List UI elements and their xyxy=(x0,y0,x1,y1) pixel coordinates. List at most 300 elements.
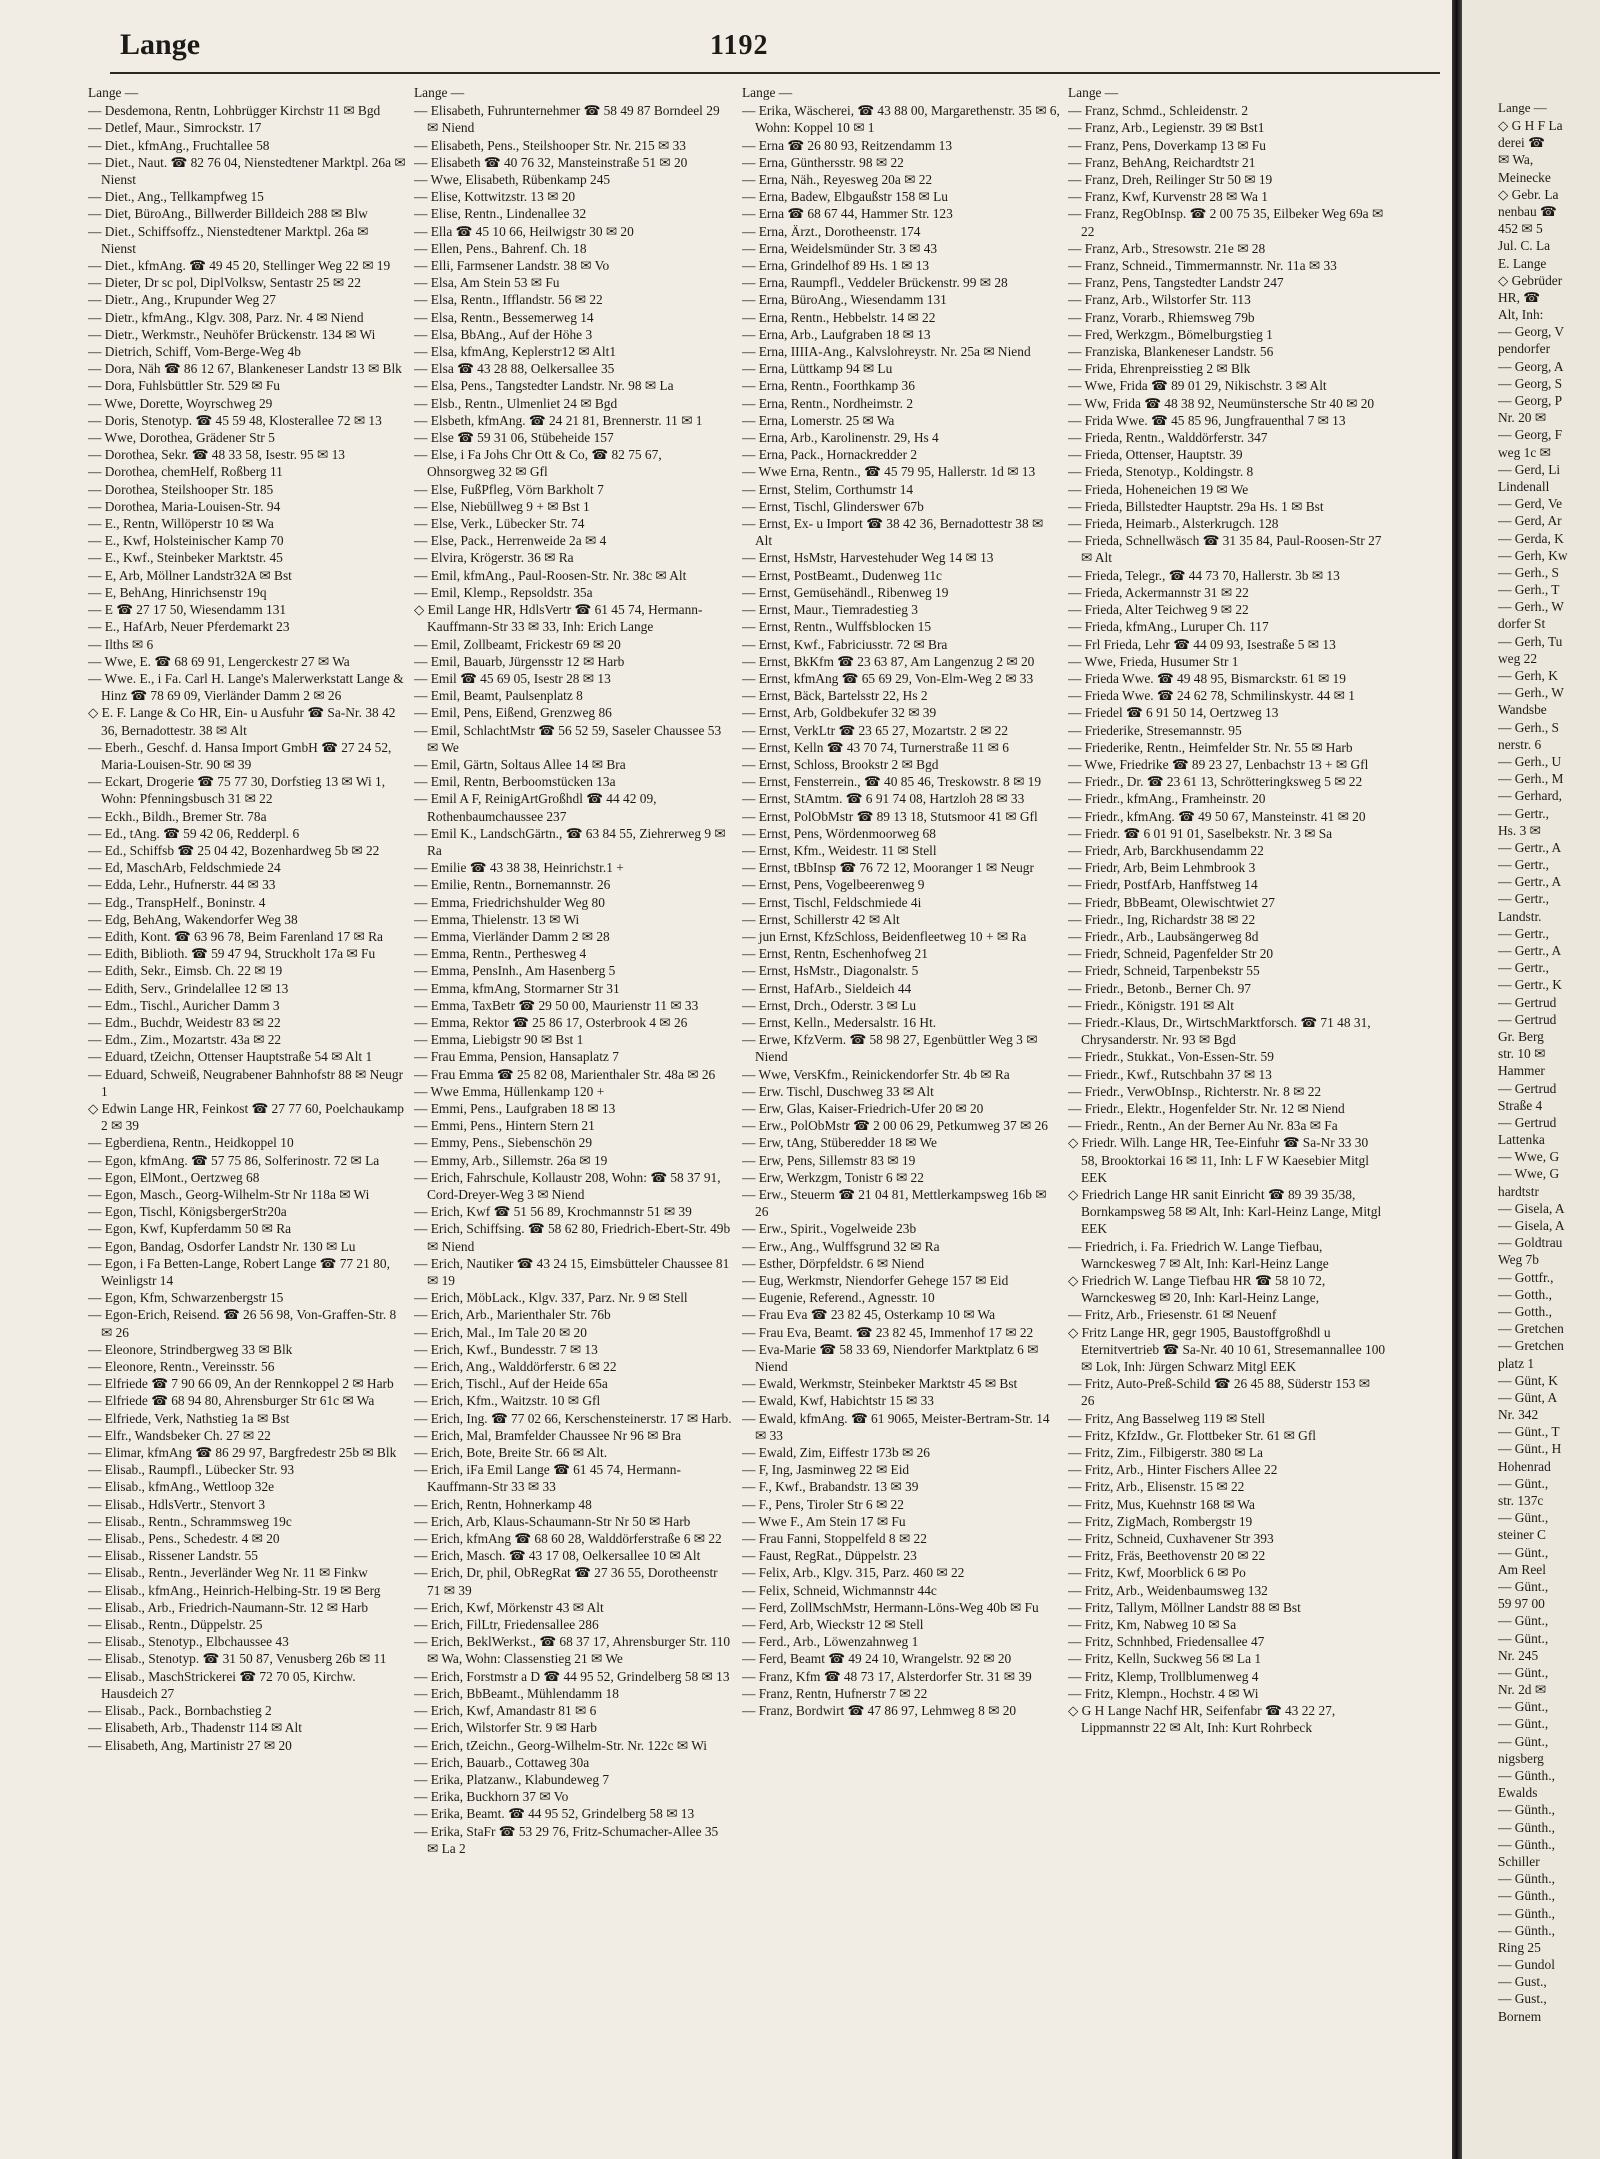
column-heading: Lange — xyxy=(742,85,793,100)
next-page-fragment: — Gertr., xyxy=(1498,925,1549,941)
directory-entry: — Elfriede ☎ 7 90 66 09, An der Rennkoppel 2 ✉ Harb xyxy=(88,1376,394,1392)
directory-entry: — Ernst, Tischl, Feldschmiede 4i xyxy=(742,894,922,910)
directory-entry: — Edda, Lehr., Hufnerstr. 44 ✉ 33 xyxy=(88,877,276,893)
directory-entry: — Erich, Bote, Breite Str. 66 ✉ Alt. xyxy=(414,1445,608,1461)
directory-entry: — Elisab., Arb., Friedrich-Naumann-Str. 12 ✉ Harb xyxy=(88,1599,369,1615)
column-heading: Lange — xyxy=(414,85,465,100)
directory-entry: — Dora, Näh ☎ 86 12 67, Blankeneser Landstr 13 ✉ Blk xyxy=(88,361,402,377)
directory-entry: — Frieda, Alter Teichweg 9 ✉ 22 xyxy=(1068,602,1249,618)
next-page-fragment: HR, ☎ xyxy=(1498,289,1540,305)
next-page-fragment: steiner C xyxy=(1498,1527,1546,1543)
directory-entry: — Erna, Arb., Laufgraben 18 ✉ 13 xyxy=(742,326,931,342)
directory-entry: — Erna, Rentn., Foorthkamp 36 xyxy=(742,378,915,394)
directory-entry: — Ernst, Fensterrein., ☎ 40 85 46, Treskowstr. 8 ✉ 19 xyxy=(742,774,1042,790)
directory-entry: — E, BehAng, Hinrichsenstr 19q xyxy=(88,584,267,600)
directory-entry: — Elisab., Pens., Schedestr. 4 ✉ 20 xyxy=(88,1531,280,1547)
directory-entry: — Detlef, Maur., Simrockstr. 17 xyxy=(88,120,262,136)
directory-entry: — Erna, Lüttkamp 94 ✉ Lu xyxy=(742,361,893,377)
directory-entry: — Friedr., Königstr. 191 ✉ Alt xyxy=(1068,997,1234,1013)
next-page-fragment: — Günth., xyxy=(1498,1819,1555,1835)
directory-entry: — E., Kwf, Holsteinischer Kamp 70 xyxy=(88,533,284,549)
directory-entry: — Emil, Gärtn, Soltaus Allee 14 ✉ Bra xyxy=(414,756,626,772)
next-page-fragment: Alt, Inh: xyxy=(1498,307,1544,323)
directory-entry: — Edith, Kont. ☎ 63 96 78, Beim Farenland 17 ✉ Ra xyxy=(88,928,383,944)
directory-entry: — E, Arb, Möllner Landstr32A ✉ Bst xyxy=(88,567,292,583)
next-page-fragment: — Günt., xyxy=(1498,1699,1549,1715)
directory-entry: — Emma, Friedrichshulder Weg 80 xyxy=(414,894,605,910)
next-page-fragment: pendorfer xyxy=(1498,341,1551,357)
directory-entry: — Friedr., kfmAng. ☎ 49 50 67, Mansteinstr. 41 ✉ 20 xyxy=(1068,808,1366,824)
directory-entry: — Friedr, Schneid, Tarpenbekstr 55 xyxy=(1068,963,1260,979)
directory-entry: — Friedr., Betonb., Berner Ch. 97 xyxy=(1068,980,1251,996)
directory-entry: — Erna, Ärzt., Dorotheenstr. 174 xyxy=(742,223,921,239)
next-page-fragment: Nr. 245 xyxy=(1498,1647,1539,1663)
directory-entry: — Friedr., VerwObInsp., Richterstr. Nr. 8 ✉ 22 xyxy=(1068,1083,1322,1099)
directory-entry: — Emmi, Pens., Laufgraben 18 ✉ 13 xyxy=(414,1100,616,1116)
directory-entry: — Erich, Arb., Marienthaler Str. 76b xyxy=(414,1307,611,1323)
directory-entry: — Emma, Vierländer Damm 2 ✉ 28 xyxy=(414,928,610,944)
directory-entry: — Emma, Rektor ☎ 25 86 17, Osterbrook 4 ✉ 26 xyxy=(414,1014,688,1030)
next-page-fragment: — Gisela, A xyxy=(1498,1218,1565,1233)
directory-entry: — Erich, Ing. ☎ 77 02 66, Kerschensteinerstr. 17 ✉ Harb. xyxy=(414,1410,732,1426)
directory-entry: — Erich, Kwf, Amandastr 81 ✉ 6 xyxy=(414,1703,597,1719)
directory-entry: — Elisabeth ☎ 40 76 32, Mansteinstraße 51 ✉ 20 xyxy=(414,154,688,170)
directory-entry: — Ww, Frida ☎ 48 38 92, Neumünstersche Str 40 ✉ 20 xyxy=(1068,395,1375,411)
page-number: 1192 xyxy=(710,30,769,61)
directory-entry: — Ernst, Rentn., Wulffsblocken 15 xyxy=(742,619,932,635)
directory-entry: — Erich, Wilstorfer Str. 9 ✉ Harb xyxy=(414,1720,597,1736)
directory-entry: — Ernst, Schloss, Brookstr 2 ✉ Bgd xyxy=(742,756,939,772)
next-page-fragment: — Günt., xyxy=(1498,1613,1549,1629)
directory-entry: — Fritz, Schneid, Cuxhavener Str 393 xyxy=(1068,1531,1274,1547)
directory-entry: — Elisab., Rentn., Düppelstr. 25 xyxy=(88,1617,263,1633)
directory-entry: — Egon, Bandag, Osdorfer Landstr Nr. 130 ✉ Lu xyxy=(88,1238,356,1254)
next-page-fragment: Ring 25 xyxy=(1498,1939,1541,1955)
directory-entry: — Eckh., Bildh., Bremer Str. 78a xyxy=(88,808,267,824)
directory-entry: — jun Ernst, KfzSchloss, Beidenfleetweg 10 + ✉ Ra xyxy=(742,928,1027,944)
directory-entry: — Franz, Pens, Tangstedter Landstr 247 xyxy=(1068,275,1284,291)
directory-entry: — Eckart, Drogerie ☎ 75 77 30, Dorfstieg 13 ✉ Wi 1, Wohn: Pfenningsbusch 31 ✉ 22 xyxy=(88,774,386,807)
directory-entry: — Erna, Näh., Reyesweg 20a ✉ 22 xyxy=(742,172,933,188)
next-page-fragment: Jul. C. La xyxy=(1498,238,1551,254)
directory-entry: — Ernst, BkKfm ☎ 23 63 87, Am Langenzug 2 ✉ 20 xyxy=(742,653,1035,669)
directory-entry: — Franz, Pens, Doverkamp 13 ✉ Fu xyxy=(1068,137,1266,153)
next-page-fragment: — Gerh., M xyxy=(1498,771,1564,787)
directory-entry: — Dora, Fuhlsbüttler Str. 529 ✉ Fu xyxy=(88,378,280,394)
directory-entry: — Frieda, Telegr., ☎ 44 73 70, Hallerstr. 3b ✉ 13 xyxy=(1068,567,1340,583)
directory-entry: — E ☎ 27 17 50, Wiesendamm 131 xyxy=(88,602,287,618)
directory-entry: — Elisab., Rentn., Jeverländer Weg Nr. 11 ✉ Finkw xyxy=(88,1565,368,1581)
next-page-fragment: Wandsbe xyxy=(1498,702,1547,718)
directory-entry: ◇ Friedrich Lange HR sanit Einricht ☎ 89 39 35/38, Bornkampsweg 58 ✉ Alt, Inh: Karl-Heinz Lange, Mitgl EEK xyxy=(1068,1187,1382,1237)
directory-entry: — Edg., TranspHelf., Boninstr. 4 xyxy=(88,894,266,910)
directory-entry: — Emma, Thielenstr. 13 ✉ Wi xyxy=(414,911,580,927)
entry-list xyxy=(742,102,1060,1719)
directory-entry: — Emilie, Rentn., Bornemannstr. 26 xyxy=(414,877,611,893)
page-fold xyxy=(1452,0,1462,2159)
directory-entry: — Erika, Beamt. ☎ 44 95 52, Grindelberg 58 ✉ 13 xyxy=(414,1806,695,1822)
next-page-fragment: — Wwe, G xyxy=(1498,1166,1560,1182)
directory-entry: — Frieda Wwe. ☎ 49 48 95, Bismarckstr. 61 ✉ 19 xyxy=(1068,670,1346,686)
directory-entry: — Elisab., Rentn., Schrammsweg 19c xyxy=(88,1513,292,1529)
next-page-fragment: — Gertrud xyxy=(1498,1114,1557,1130)
directory-entry: — Eug, Werkmstr, Niendorfer Gehege 157 ✉ Eid xyxy=(742,1273,1009,1289)
directory-entry: — Erich, Tischl., Auf der Heide 65a xyxy=(414,1376,608,1392)
next-page-fragment: — Gertr., A xyxy=(1498,874,1562,890)
directory-entry: — Egon, Tischl, KönigsbergerStr20a xyxy=(88,1204,287,1220)
directory-entry: — Elisabeth, Arb., Thadenstr 114 ✉ Alt xyxy=(88,1720,302,1736)
directory-entry: — Fred, Werkzgm., Bömelburgstieg 1 xyxy=(1068,326,1273,342)
directory-entry: — Friedr, Arb, Barckhusendamm 22 xyxy=(1068,842,1264,858)
directory-entry: — Wwe, Frida ☎ 89 01 29, Nikischstr. 3 ✉ Alt xyxy=(1068,378,1327,394)
next-page-fragment: — Georg, F xyxy=(1498,427,1563,443)
next-page-fragment: — Günth., xyxy=(1498,1922,1555,1938)
next-page-fragment: — Günth., xyxy=(1498,1768,1555,1783)
next-page-fragment: — Gust., xyxy=(1498,1974,1547,1990)
next-page-fragment: hardtstr xyxy=(1498,1183,1539,1199)
next-page-fragment: — Gottfr., xyxy=(1498,1269,1554,1285)
directory-entry: — Felix, Schneid, Wichmannstr 44c xyxy=(742,1582,937,1598)
next-page-fragment: — Gerh., U xyxy=(1498,753,1562,769)
column-2 xyxy=(414,84,732,2144)
directory-entry: — Emmy, Pens., Siebenschön 29 xyxy=(414,1135,593,1151)
directory-entry: — Friedr., Arb., Laubsängerweg 8d xyxy=(1068,928,1259,944)
directory-entry: — Ernst, Pens, Wördenmoorweg 68 xyxy=(742,825,936,841)
directory-entry: — E., Rentn, Willöperstr 10 ✉ Wa xyxy=(88,516,274,532)
directory-entry: — Emil A F, ReinigArtGroßhdl ☎ 44 42 09, Rothenbaumchaussee 237 xyxy=(414,791,657,824)
directory-entry: — F., Pens, Tiroler Str 6 ✉ 22 xyxy=(742,1496,904,1512)
directory-entry: — Franz, Bordwirt ☎ 47 86 97, Lehmweg 8 ✉ 20 xyxy=(742,1703,1017,1719)
directory-entry: — Erich, Kwf., Bundesstr. 7 ✉ 13 xyxy=(414,1341,598,1357)
directory-entry: — Friedrich, i. Fa. Friedrich W. Lange Tiefbau, Warnckesweg 7 ✉ Alt, Inh: Karl-Heinz Lange xyxy=(1068,1238,1329,1271)
next-page-fragment: Ewalds xyxy=(1498,1785,1538,1801)
next-page-fragment: — Günt., xyxy=(1498,1510,1549,1526)
directory-entry: — Fritz, KfzIdw., Gr. Flottbeker Str. 61 ✉ Gfl xyxy=(1068,1427,1317,1443)
directory-entry: — Frl Frieda, Lehr ☎ 44 09 93, Isestraße 5 ✉ 13 xyxy=(1068,636,1336,652)
directory-entry: — Elvira, Krögerstr. 36 ✉ Ra xyxy=(414,550,574,566)
directory-entry: — Elisabeth, Fuhrunternehmer ☎ 58 49 87 Borndeel 29 ✉ Niend xyxy=(414,103,720,136)
directory-entry: — Wwe, Friedrike ☎ 89 23 27, Lenbachstr 13 + ✉ Gfl xyxy=(1068,756,1369,772)
directory-entry: — Friedr., Stukkat., Von-Essen-Str. 59 xyxy=(1068,1049,1274,1065)
directory-entry: — Ernst, Maur., Tiemradestieg 3 xyxy=(742,602,918,618)
directory-entry: — Ewald, Werkmstr, Steinbeker Marktstr 45 ✉ Bst xyxy=(742,1376,1018,1392)
directory-entry: — Wwe. E., i Fa. Carl H. Lange's Malerwerkstatt Lange & Hinz ☎ 78 69 09, Vierländer Damm 2 ✉ 26 xyxy=(88,670,404,704)
directory-entry: — Fritz, Schnhbed, Friedensallee 47 xyxy=(1068,1634,1265,1650)
directory-entry: — Emil, SchlachtMstr ☎ 56 52 59, Saseler Chaussee 53 ✉ We xyxy=(414,722,722,755)
next-page-fragment: derei ☎ xyxy=(1498,135,1545,151)
surname-heading: Lange xyxy=(120,28,201,61)
directory-entry: — Eleonore, Strindbergweg 33 ✉ Blk xyxy=(88,1341,293,1357)
next-page-fragment: — Georg, P xyxy=(1498,393,1563,408)
directory-entry: — Emma, Rentn., Perthesweg 4 xyxy=(414,946,587,962)
column-heading: Lange — xyxy=(1068,85,1119,100)
directory-entry: — Fritz, Kwf, Moorblick 6 ✉ Po xyxy=(1068,1565,1246,1581)
next-page-fragment: nigsberg xyxy=(1498,1750,1544,1766)
next-page-fragment: ◇ Gebr. La xyxy=(1498,186,1559,202)
directory-entry: — Dorothea, Sekr. ☎ 48 33 58, Isestr. 95 ✉ 13 xyxy=(88,447,346,463)
directory-entry: — Dietr., kfmAng., Klgv. 308, Parz. Nr. 4 ✉ Niend xyxy=(88,309,364,325)
next-page-fragment: weg 1c ✉ xyxy=(1498,444,1551,460)
directory-entry: — Erich, Masch. ☎ 43 17 08, Oelkersallee 10 ✉ Alt xyxy=(414,1548,701,1564)
directory-entry: — Friedr., kfmAng., Framheinstr. 20 xyxy=(1068,791,1266,807)
next-page-fragment: Schiller xyxy=(1498,1853,1540,1869)
directory-entry: — Friedr., Rentn., An der Berner Au Nr. 83a ✉ Fa xyxy=(1068,1118,1338,1134)
next-page-fragment: — Gerhard, xyxy=(1498,788,1562,804)
directory-entry: — Wwe, VersKfm., Reinickendorfer Str. 4b ✉ Ra xyxy=(742,1066,1010,1082)
next-page-fragment: Am Reel xyxy=(1498,1561,1546,1577)
directory-entry: — Edith, Serv., Grindelallee 12 ✉ 13 xyxy=(88,980,289,996)
next-page-fragment: Nr. 342 xyxy=(1498,1407,1539,1423)
directory-entry: ◇ Friedr. Wilh. Lange HR, Tee-Einfuhr ☎ Sa-Nr 33 30 58, Brooktorkai 16 ✉ 11, Inh: L F W Kaesebier Mitgl EEK xyxy=(1068,1135,1369,1185)
directory-entry: — Erika, StaFr ☎ 53 29 76, Fritz-Schumacher-Allee 35 ✉ La 2 xyxy=(414,1823,719,1856)
directory-entry: — Franz, Arb., Stresowstr. 21e ✉ 28 xyxy=(1068,240,1266,256)
directory-entry: — Erich, Rentn, Hohnerkamp 48 xyxy=(414,1496,592,1512)
directory-entry: — Erich, kfmAng ☎ 68 60 28, Walddörferstraße 6 ✉ 22 xyxy=(414,1531,722,1547)
next-page-fragment: Nr. 2d ✉ xyxy=(1498,1682,1547,1698)
next-page-fragment: — Günt., xyxy=(1498,1733,1549,1749)
directory-entry: — Erna, Rentn., Nordheimstr. 2 xyxy=(742,395,914,411)
directory-entry: — Emil, Pens, Eißend, Grenzweg 86 xyxy=(414,705,612,721)
directory-entry: — Erw, Glas, Kaiser-Friedrich-Ufer 20 ✉ 20 xyxy=(742,1100,984,1116)
next-page-fragment: — Günt., xyxy=(1498,1475,1549,1491)
directory-entry: — Wwe, E. ☎ 68 69 91, Lengerckestr 27 ✉ Wa xyxy=(88,653,350,669)
directory-entry: — Erna, Rentn., Hebbelstr. 14 ✉ 22 xyxy=(742,309,936,325)
next-page-fragment: — Gotth., xyxy=(1498,1303,1552,1319)
column-4 xyxy=(1068,84,1386,2144)
directory-entry: — Erw., Spirit., Vogelweide 23b xyxy=(742,1221,917,1237)
next-page-fragment: — Günt, K xyxy=(1498,1372,1558,1388)
directory-entry: — Elsa, Am Stein 53 ✉ Fu xyxy=(414,275,560,291)
directory-entry: — Eleonore, Rentn., Vereinsstr. 56 xyxy=(88,1359,275,1375)
directory-entry: — Erw, Werkzgm, Tonistr 6 ✉ 22 xyxy=(742,1169,924,1185)
directory-entry: — Ferd, ZollMschMstr, Hermann-Löns-Weg 40b ✉ Fu xyxy=(742,1599,1039,1615)
directory-entry: — Elisabeth, Ang, Martinistr 27 ✉ 20 xyxy=(88,1737,292,1753)
directory-entry: — Erna, Raumpfl., Veddeler Brückenstr. 99 ✉ 28 xyxy=(742,275,1008,291)
next-page-fragment: weg 22 xyxy=(1498,650,1538,666)
directory-entry: — Erw., PolObMstr ☎ 2 00 06 29, Petkumweg 37 ✉ 26 xyxy=(742,1118,1048,1134)
directory-entry: — Frau Fanni, Stoppelfeld 8 ✉ 22 xyxy=(742,1531,927,1547)
directory-entry: — Franz, BehAng, Reichardtstr 21 xyxy=(1068,154,1256,170)
next-page-fragment: — Gotth., xyxy=(1498,1286,1552,1302)
column-heading: Lange — xyxy=(88,85,139,100)
directory-entry: — Ernst, kfmAng ☎ 65 69 29, Von-Elm-Weg 2 ✉ 33 xyxy=(742,670,1034,686)
directory-entry: — Ernst, Kfm., Weidestr. 11 ✉ Stell xyxy=(742,842,937,858)
directory-entry: — Ellen, Pens., Bahrenf. Ch. 18 xyxy=(414,240,587,256)
directory-entry: — Franz, Dreh, Reilinger Str 50 ✉ 19 xyxy=(1068,172,1273,188)
directory-entry: — Emma, PensInh., Am Hasenberg 5 xyxy=(414,963,616,979)
directory-entry: — Friedr., Dr. ☎ 23 61 13, Schrötteringksweg 5 ✉ 22 xyxy=(1068,774,1363,790)
directory-entry: — E., HafArb, Neuer Pferdemarkt 23 xyxy=(88,619,290,635)
directory-entry: — Frieda, Billstedter Hauptstr. 29a Hs. 1 ✉ Bst xyxy=(1068,498,1324,514)
directory-entry: — Emil, Bauarb, Jürgensstr 12 ✉ Harb xyxy=(414,653,625,669)
directory-entry: — Ernst, Kelln., Medersalstr. 16 Ht. xyxy=(742,1014,937,1030)
directory-entry: — Erna, Arb., Karolinenstr. 29, Hs 4 xyxy=(742,430,939,446)
directory-entry: — Franz, Vorarb., Rhiemsweg 79b xyxy=(1068,309,1255,325)
directory-entry: — Erika, Wäscherei, ☎ 43 88 00, Margarethenstr. 35 ✉ 6, Wohn: Koppel 10 ✉ 1 xyxy=(742,103,1060,136)
next-page-fragment: — Günt., xyxy=(1498,1578,1549,1594)
directory-entry: — Ernst, Ex- u Import ☎ 38 42 36, Bernadottestr 38 ✉ Alt xyxy=(742,516,1044,549)
directory-entry: — Fritz, Ang Basselweg 119 ✉ Stell xyxy=(1068,1410,1266,1426)
directory-entry: — Ernst, Tischl, Glinderswег 67b xyxy=(742,498,924,514)
next-page-fragment: platz 1 xyxy=(1498,1355,1535,1371)
next-page-fragment: — Gerd, Ar xyxy=(1498,513,1562,529)
directory-entry: — Erna, Weidelsmünder Str. 3 ✉ 43 xyxy=(742,240,938,256)
directory-entry: — Edm., Zim., Mozartstr. 43a ✉ 22 xyxy=(88,1032,282,1048)
directory-entry: — Fritz, Arb., Elisenstr. 15 ✉ 22 xyxy=(1068,1479,1245,1495)
directory-entry: — Ernst, Bäck, Bartelsstr 22, Hs 2 xyxy=(742,688,928,704)
directory-entry: — Elise, Rentn., Lindenallee 32 xyxy=(414,206,587,222)
directory-entry: — Ernst, Gemüsehändl., Ribenweg 19 xyxy=(742,584,949,600)
directory-entry: — Emil, kfmAng., Paul-Roosen-Str. Nr. 38c ✉ Alt xyxy=(414,567,687,583)
next-page-fragment: — Gertr., xyxy=(1498,857,1549,873)
directory-entry: — Elisab., MaschStrickerei ☎ 72 70 05, Kirchw. Hausdeich 27 xyxy=(88,1668,356,1701)
directory-entry: — Fritz, Arb., Friesenstr. 61 ✉ Neuenf xyxy=(1068,1307,1277,1323)
directory-entry: — Erich, iFa Emil Lange ☎ 61 45 74, Hermann-Kauffmann-Str 33 ✉ 33 xyxy=(414,1462,681,1495)
directory-entry: — Diet, BüroAng., Billwerder Billdeich 288 ✉ Blw xyxy=(88,206,368,222)
next-page-fragment: — Günt., xyxy=(1498,1664,1549,1680)
directory-entry: — Emil, Rentn, Berboomstücken 13a xyxy=(414,774,616,790)
directory-entry: — Ferd, Beamt ☎ 49 24 10, Wrangelstr. 92 ✉ 20 xyxy=(742,1651,1012,1667)
directory-entry: — Erna, Pack., Hornackredder 2 xyxy=(742,447,918,463)
directory-entry: — Erich, BeklWerkst., ☎ 68 37 17, Ahrensburger Str. 110 ✉ Wa, Wohn: Classenstieg 21 ✉ We xyxy=(414,1634,731,1667)
directory-entry: — Frieda, Hoheneichen 19 ✉ We xyxy=(1068,481,1249,497)
directory-entry: — Fritz, Auto-Preß-Schild ☎ 26 45 88, Süderstr 153 ✉ 26 xyxy=(1068,1376,1371,1409)
directory-entry: — Elsa, BbAng., Auf der Höhe 3 xyxy=(414,326,593,342)
directory-entry: — Diet., Schiffsoffz., Nienstedtener Marktpl. 26a ✉ Nienst xyxy=(88,223,369,256)
directory-entry: — Emmy, Arb., Sillemstr. 26a ✉ 19 xyxy=(414,1152,608,1168)
next-page-fragment: — Gertr., xyxy=(1498,960,1549,976)
directory-entry: — Dorothea, Steilshooper Str. 185 xyxy=(88,481,274,497)
directory-entry: — Friedr., Ing, Richardstr 38 ✉ 22 xyxy=(1068,911,1256,927)
directory-entry: — Diet., kfmAng. ☎ 49 45 20, Stellinger Weg 22 ✉ 19 xyxy=(88,258,391,274)
directory-entry: — Ernst, PostBeamt., Dudenweg 11c xyxy=(742,567,942,583)
next-page-fragment: — Georg, S xyxy=(1498,375,1563,391)
directory-entry: — Frau Eva, Beamt. ☎ 23 82 45, Immenhof 17 ✉ 22 xyxy=(742,1324,1034,1340)
next-page-fragment: Nr. 20 ✉ xyxy=(1498,410,1547,426)
directory-entry: — Elisabeth, Pens., Steilshooper Str. Nr. 215 ✉ 33 xyxy=(414,137,686,153)
next-page-fragment: Straße 4 xyxy=(1498,1097,1543,1113)
next-page-fragment: — Gertr., K xyxy=(1498,977,1562,993)
directory-entry: — F., Kwf., Brabandstr. 13 ✉ 39 xyxy=(742,1479,919,1495)
directory-entry: — Erw. Tischl, Duschweg 33 ✉ Alt xyxy=(742,1083,934,1099)
directory-entry: — Edith, Biblioth. ☎ 59 47 94, Struckholt 17a ✉ Fu xyxy=(88,946,376,962)
directory-entry: ◇ Friedrich W. Lange Tiefbau HR ☎ 58 10 72, Warnckesweg ✉ 20, Inh: Karl-Heinz Lange, xyxy=(1068,1273,1326,1306)
directory-entry: — Ernst, Drch., Oderstr. 3 ✉ Lu xyxy=(742,997,917,1013)
next-page-fragment: ✉ Wa, xyxy=(1498,152,1534,168)
directory-entry: — Emma, kfmAng, Stormarner Str 31 xyxy=(414,980,620,996)
directory-entry: — Ilths ✉ 6 xyxy=(88,636,154,652)
directory-entry: — Franz, Arb., Legienstr. 39 ✉ Bst1 xyxy=(1068,120,1265,136)
directory-entry: — Fritz, ZigMach, Rombergstr 19 xyxy=(1068,1513,1253,1529)
directory-entry: — Erna ☎ 26 80 93, Reitzendamm 13 xyxy=(742,137,953,153)
directory-entry: — Ernst, tBbInsp ☎ 76 72 12, Mooranger 1 ✉ Neugr xyxy=(742,860,1034,876)
next-page-fragment: — Wwe, G xyxy=(1498,1149,1560,1165)
directory-entry: — Eberh., Geschf. d. Hansa Import GmbH ☎ 27 24 52, Maria-Louisen-Str. 90 ✉ 39 xyxy=(88,739,392,772)
directory-entry: — Desdemona, Rentn, Lohbrügger Kirchstr 11 ✉ Bgd xyxy=(88,103,381,119)
directory-entry: — Erna ☎ 68 67 44, Hammer Str. 123 xyxy=(742,206,953,222)
directory-entry: — Elisab., Raumpfl., Lübecker Str. 93 xyxy=(88,1462,295,1478)
directory-entry: — Eva-Marie ☎ 58 33 69, Niendorfer Marktplatz 6 ✉ Niend xyxy=(742,1341,1039,1375)
directory-entry: — Wwe, Frieda, Husumer Str 1 xyxy=(1068,653,1239,669)
directory-entry: — Fritz, Arb., Weidenbaumsweg 132 xyxy=(1068,1582,1268,1598)
directory-entry: — Ernst, Kwf., Fabriciusstr. 72 ✉ Bra xyxy=(742,636,948,652)
directory-entry: — Erich, BbBeamt., Mühlendamm 18 xyxy=(414,1685,619,1701)
directory-entry: — Wwe Emma, Hüllenkamp 120 + xyxy=(414,1083,605,1099)
directory-entry: — Erwe, KfzVerm. ☎ 58 98 27, Egenbüttler Weg 3 ✉ Niend xyxy=(742,1032,1038,1065)
directory-entry: — Dietrich, Schiff, Vom-Berge-Weg 4b xyxy=(88,344,301,360)
directory-entry: — Emil, Klemp., Repsoldstr. 35a xyxy=(414,584,593,600)
column-3 xyxy=(742,84,1060,2144)
directory-entry: — Ewald, Kwf, Habichtstr 15 ✉ 33 xyxy=(742,1393,934,1409)
directory-entry: — Erna, IIIIA-Ang., Kalvslohreystr. Nr. 25a ✉ Niend xyxy=(742,344,1031,360)
directory-entry: — Ernst, StAmtm. ☎ 6 91 74 08, Hartzloh 28 ✉ 33 xyxy=(742,791,1025,807)
next-page-fragment: — Gertr., xyxy=(1498,891,1549,907)
directory-entry: — Erw, tAng, Stüberedder 18 ✉ We xyxy=(742,1135,937,1151)
directory-entry: — Egon, kfmAng. ☎ 57 75 86, Solferinostr. 72 ✉ La xyxy=(88,1152,380,1168)
directory-entry: — Erich, Arb, Klaus-Schaumann-Str Nr 50 ✉ Harb xyxy=(414,1513,691,1529)
directory-entry: — Emma, TaxBetr ☎ 29 50 00, Maurienstr 11 ✉ 33 xyxy=(414,997,699,1013)
directory-entry: — Friedr, BbBeamt, Olewischtwiet 27 xyxy=(1068,894,1275,910)
next-page-fragment: Weg 7b xyxy=(1498,1252,1539,1268)
directory-entry: — Ferd, Arb, Wieckstr 12 ✉ Stell xyxy=(742,1617,924,1633)
next-page-fragment: E. Lange xyxy=(1498,255,1547,271)
next-page-fragment: — Günt., H xyxy=(1498,1441,1562,1457)
directory-entry: — E., Kwf., Steinbeker Marktstr. 45 xyxy=(88,550,283,566)
directory-entry: — Frieda, Stenotyp., Koldingstr. 8 xyxy=(1068,464,1254,480)
next-page-fragment: — Gerd, Ve xyxy=(1498,496,1563,512)
directory-entry: — Fritz, Kelln, Suckweg 56 ✉ La 1 xyxy=(1068,1651,1262,1667)
next-page-fragment: — Gertrud xyxy=(1498,994,1557,1010)
next-page-fragment: — Georg, V xyxy=(1498,324,1565,340)
directory-entry: — Ernst, Stelim, Corthumstr 14 xyxy=(742,481,914,497)
directory-entry: — Elsa, Pens., Tangstedter Landstr. Nr. 98 ✉ La xyxy=(414,378,674,394)
directory-entry: — Fritz, Km, Nabweg 10 ✉ Sa xyxy=(1068,1617,1237,1633)
directory-entry: — Egon, Kwf, Kupferdamm 50 ✉ Ra xyxy=(88,1221,292,1237)
next-page-fragment: — Gertr., A xyxy=(1498,839,1562,855)
directory-entry: — Diet., Ang., Tellkampfweg 15 xyxy=(88,189,264,205)
directory-entry: — Diet., kfmAng., Fruchtallee 58 xyxy=(88,137,270,153)
next-page-fragment: — Gisela, A xyxy=(1498,1200,1565,1216)
next-page-fragment: — Gust., xyxy=(1498,1991,1547,2007)
next-page-fragment: — Günt., xyxy=(1498,1716,1549,1732)
next-page-fragments xyxy=(1498,117,1598,2025)
next-page-fragment: — Günt, A xyxy=(1498,1389,1558,1405)
next-page-fragment: str. 137c xyxy=(1498,1493,1544,1508)
next-page-fragment: — Gertr., A xyxy=(1498,943,1562,958)
directory-entry: — Frieda Wwe. ☎ 24 62 78, Schmilinskystr. 44 ✉ 1 xyxy=(1068,688,1355,704)
next-page-fragment: — Günth., xyxy=(1498,1802,1555,1818)
next-page-fragment: nenbau ☎ xyxy=(1498,203,1557,219)
directory-entry: — Frieda, Ackermannstr 31 ✉ 22 xyxy=(1068,584,1249,600)
directory-entry: — Fritz, Zim., Filbigerstr. 380 ✉ La xyxy=(1068,1445,1263,1461)
directory-entry: — Ewald, kfmAng. ☎ 61 9065, Meister-Bertram-Str. 14 ✉ 33 xyxy=(742,1410,1050,1443)
directory-entry: — Erich, Mal., Im Tale 20 ✉ 20 xyxy=(414,1324,587,1340)
directory-entry: — Eduard, Schweiß, Neugrabener Bahnhofstr 88 ✉ Neugr 1 xyxy=(88,1066,404,1099)
directory-entry: — Erw, Pens, Sillemstr 83 ✉ 19 xyxy=(742,1152,916,1168)
directory-entry: — Erich, Ang., Walddörferstr. 6 ✉ 22 xyxy=(414,1359,617,1375)
directory-entry: — Dietr., Werkmstr., Neuhöfer Brückenstr. 134 ✉ Wi xyxy=(88,326,376,342)
directory-entry: — Egon-Erich, Reisend. ☎ 26 56 98, Von-Graffen-Str. 8 ✉ 26 xyxy=(88,1307,397,1340)
directory-entry: — Ernst, Arb, Goldbekufer 32 ✉ 39 xyxy=(742,705,937,721)
directory-entry: — Egon, Kfm, Schwarzenbergstr 15 xyxy=(88,1290,284,1306)
next-page-fragment: — Gertrud xyxy=(1498,1011,1557,1027)
directory-entry: — Friedel ☎ 6 91 50 14, Oertzweg 13 xyxy=(1068,705,1279,721)
directory-entry: — Ernst, HsMstr., Diagonalstr. 5 xyxy=(742,963,919,979)
directory-entry: — Emil, Zollbeamt, Frickestr 69 ✉ 20 xyxy=(414,636,621,652)
next-page-fragment: — Gerh., W xyxy=(1498,685,1564,701)
directory-entry: — Else, Pack., Herrenweide 2a ✉ 4 xyxy=(414,533,607,549)
directory-entry: — Friedr., Kwf., Rutschbahn 37 ✉ 13 xyxy=(1068,1066,1272,1082)
